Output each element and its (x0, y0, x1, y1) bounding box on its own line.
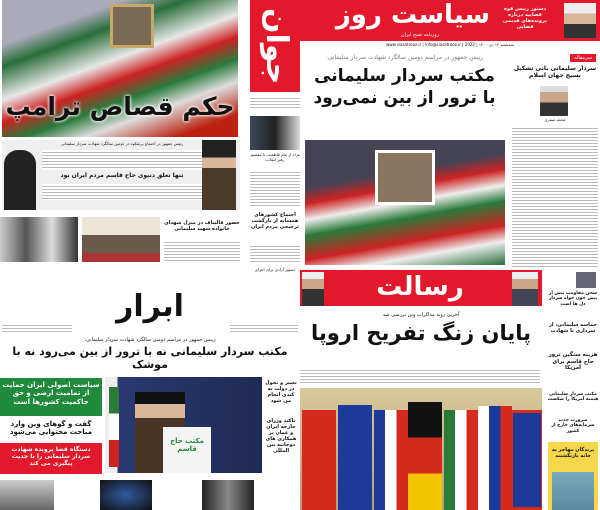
sidebar-photo (576, 272, 596, 288)
soleimani-portrait (375, 150, 435, 205)
abrar-headline: مکتب سردار سلیمانی نه با ترور از بین می‌رود نه با موشک (12, 345, 288, 371)
siasat-rooz-front-page (300, 0, 600, 270)
siasat-headline-line-2: با ترور از بین نمی‌رود (313, 88, 496, 109)
china-flag (302, 410, 336, 510)
javan-masthead: جوان (250, 0, 300, 92)
siasat-dateline: سه‌شنبه ۱۴ دی ۱۴۰۰ | www.siasatrooz.ir | info@siasatrooz.ir | 2022 (386, 42, 514, 47)
resalat-side-6: پرندگان مهاجر به خانه بازنگشتند (551, 447, 595, 459)
siasat-top-teaser: دستور رییس قوه قضاییه درباره پرونده‌های قدیمی قضایی (503, 6, 547, 30)
javan-kicker: رئیس جمهور در اجتماع پرشکوه در دومین سالگرد شهادت سردار سلیمانی (60, 141, 184, 146)
abrar-side-1: تغییر و تحول در دولت به کندی انجام می شود (265, 380, 297, 404)
javan-sidebar-2: اجتماع کشورهای همسایه از بازگشت ترجیحی مردم ایران (251, 212, 299, 230)
abrar-green-box (0, 378, 102, 416)
resalat-masthead-bar (300, 270, 542, 306)
resalat-headline: پایان زنگ تفریح اروپا (310, 321, 532, 345)
resalat-side-1: سخن مقاومت بیش از پیش خون خواه سردار دل ها است (548, 291, 598, 307)
editorial-author: محمد صفری (544, 117, 566, 122)
speaker-woman-photo (4, 150, 36, 210)
abrar-middle-story: گفت و گوهای وین وارد مباحث محتوایی می‌شود (9, 420, 93, 437)
birds-photo (552, 472, 594, 510)
siasat-masthead-bar (300, 0, 600, 41)
abrar-headline-block (0, 337, 300, 371)
resalat-side-2: حماسه سلیمانی، از سرداری تا شهادت (549, 322, 597, 334)
podium (163, 427, 211, 473)
president-speech-photo (105, 377, 262, 473)
visit-photo-1 (0, 217, 78, 262)
siasat-kicker: رییس جمهور در مراسم دومین سالگرد شهادت سردار سلیمانی: (325, 54, 484, 61)
iran-flag (444, 410, 478, 510)
russia-flag (478, 406, 512, 510)
javan-front-page (0, 0, 300, 290)
resalat-front-page (300, 270, 600, 510)
germany-flag (408, 402, 442, 510)
bottom-photo-3 (202, 480, 254, 510)
green-box-text: سیاست اصولی ایران حمایت از تمامیت ارضی و حق حاکمیت کشورها است (2, 381, 100, 406)
resalat-side-4: مکتب سردار سلیمانی هیمنه آمریکا را شکست (547, 392, 599, 403)
resalat-sidebar (546, 270, 600, 510)
speakers-panel (2, 140, 240, 210)
abrar-kicker: رییس جمهور در مراسم دومین سالگرد شهادت سردار سلیمانی: (84, 337, 216, 343)
leader-photo (250, 116, 300, 150)
abrar-masthead: ابرار (116, 289, 184, 324)
bottom-photo-2 (100, 480, 152, 510)
siasat-headline-line-1: مکتب سردار سلیمانی (314, 66, 495, 87)
bottom-photo-1 (0, 480, 54, 510)
uk-flag (510, 410, 542, 510)
editorial-badge: سرمقاله (570, 54, 596, 62)
eu-flag (338, 405, 372, 510)
resalat-kicker: آخرین روند مذاکرات وین بررسی شد (382, 312, 460, 318)
judiciary-chief-photo (564, 3, 596, 38)
portrait-frame (110, 4, 154, 48)
editorial-title: سردار سلیمانی بانی تشکیل بسیج جهان اسلام (513, 65, 597, 80)
resalat-masthead: رسالت (376, 272, 464, 302)
siasat-masthead-sub: روزنامه صبح ایران (400, 32, 440, 38)
migratory-birds-box (548, 442, 598, 510)
france-flag (374, 410, 408, 510)
iran-flag (109, 387, 119, 467)
javan-side-story: حضور قالیباف در منزل شهدای خانواده شهید سلیمانی (164, 220, 240, 232)
official-photo-right (512, 272, 538, 306)
official-photo-left (302, 272, 324, 306)
siasat-headline-block (302, 54, 507, 109)
red-box-text: دستگاه قضا پرونده شهادت سردار سلیمانی را با جدیت پیگیری می کند (11, 446, 91, 468)
javan-sidebar-3: دستور آزادی برای اجرای (254, 267, 296, 272)
siasat-masthead: سیاست روز (335, 0, 490, 30)
rally-photo (2, 0, 238, 137)
javan-subheadline: تنها تعلق دنیوی حاج قاسم مردم ایران بود (60, 172, 184, 179)
speaker-cleric-photo (202, 140, 236, 210)
resalat-side-3: هزینه سنگین ترور حاج قاسم برای آمریکا (548, 352, 598, 372)
resalat-headline-block (300, 312, 542, 346)
visit-photo-2 (82, 217, 160, 262)
author-photo (540, 86, 568, 116)
abrar-red-box (0, 443, 102, 474)
soleimani-rally-photo (305, 140, 505, 265)
vienna-flags-photo (300, 388, 542, 510)
abrar-side-2: تاکید وزرای خارجه ایران و عمان بر همکاری های دوجانبه بین المللی (265, 418, 297, 454)
javan-sidebar-1: مراد از پیام قاطعیت با مقصود رهبر انقلاب (250, 152, 300, 162)
javan-headline: حکم قصاص ترامپ (5, 92, 235, 121)
abrar-front-page (0, 290, 300, 510)
resalat-side-5: ضرورت جذب سرمایه‌های خارج از کشور (551, 418, 595, 434)
podium-banner: مکتب حاج قاسم (170, 437, 204, 454)
